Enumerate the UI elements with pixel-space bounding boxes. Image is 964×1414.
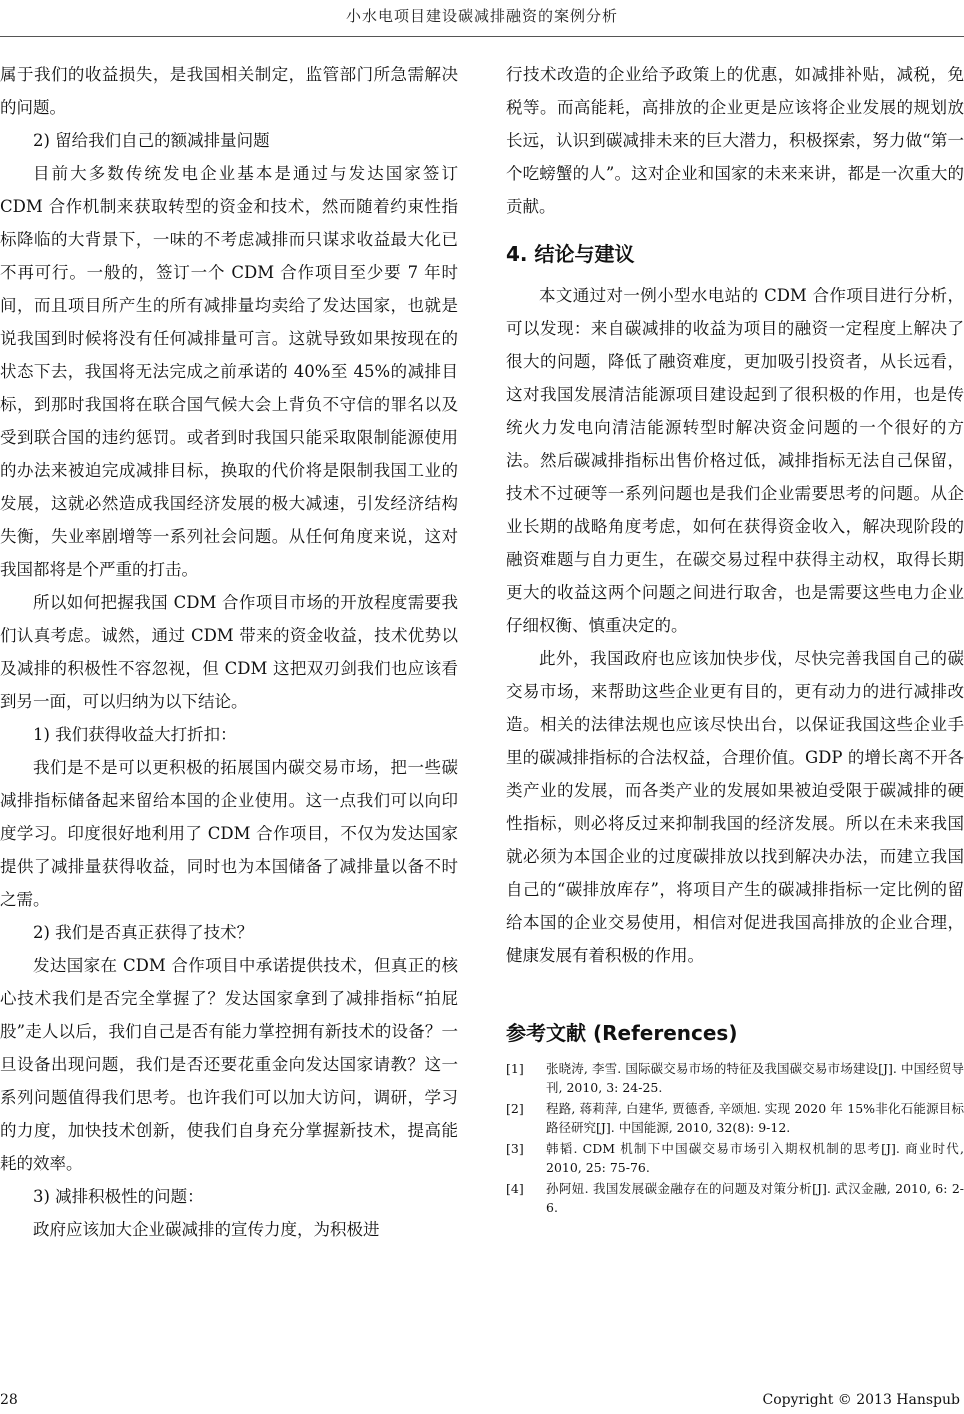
reference-item: [506, 1140, 964, 1177]
reference-list: [506, 1060, 964, 1217]
reference-text: 程路, 蒋莉萍, 白建华, 贾德香, 辛颂旭. 实现 2020 年 15%非化石能源目标路径研究[J]. 中国能源, 2010, 32(8): 9-12.: [546, 1101, 964, 1135]
running-title: 小水电项目建设碳减排融资的案例分析: [345, 7, 618, 25]
subheading-2-technology: 2) 我们是否真正获得了技术？: [33, 923, 254, 942]
paragraph: 我们是不是可以更积极的拓展国内碳交易市场，把一些碳减排指标储备起来留给本国的企业使用。这一点我们可以向印度学习。印度很好地利用了 CDM 合作项目，不仅为发达国家提供了减排量获得收益，同时也为本国储备了减排量以备不时之需。: [0, 758, 458, 909]
reference-item: [506, 1180, 964, 1217]
page-header: [0, 0, 964, 44]
subheading-3-enthusiasm: 3) 减排积极性的问题：: [33, 1187, 204, 1206]
reference-text: 韩韬. CDM 机制下中国碳交易市场引入期权机制的思考[J]. 商业时代, 2010, 25: 75-76.: [546, 1141, 964, 1175]
paragraph: 政府应该加大企业碳减排的宣传力度，为积极进: [33, 1220, 380, 1239]
paragraph-continued: 属于我们的收益损失，是我国相关制定，监管部门所急需解决的问题。: [0, 65, 458, 117]
page-number: 28: [0, 1392, 18, 1408]
reference-number: [2]: [506, 1101, 524, 1116]
subheading-2-retain-reductions: 2) 留给我们自己的额减排量问题: [33, 131, 270, 150]
header-divider: [0, 36, 964, 37]
left-column: [0, 58, 458, 1246]
page-footer: [0, 1392, 964, 1412]
copyright-notice: Copyright © 2013 Hanspub: [762, 1392, 960, 1408]
reference-number: [1]: [506, 1061, 524, 1076]
reference-number: [3]: [506, 1141, 524, 1156]
section-heading-conclusion: 4. 结论与建议: [506, 242, 635, 266]
paragraph-continued: 行技术改造的企业给予政策上的优惠，如减排补贴，减税，免税等。而高能耗，高排放的企业更是应该将企业发展的规划放长远，认识到碳减排未来的巨大潜力，积极探索，努力做“第一个吃螃蟹的人”。这对企业和国家的未来来讲，都是一次重大的贡献。: [506, 65, 964, 216]
paragraph: 此外，我国政府也应该加快步伐，尽快完善我国自己的碳交易市场，来帮助这些企业更有目的，更有动力的进行减排改造。相关的法律法规也应该尽快出台，以保证我国这些企业手里的碳减排指标的合法权益，合理价值。GDP 的增长离不开各类产业的发展，而各类产业的发展如果被迫受限于碳减排的硬性指标，则必将反过来抑制我国的经济发展。所以在未来我国就必须为本国企业的过度碳排放以找到解决办法，而建立我国自己的“碳排放库存”，将项目产生的碳减排指标一定比例的留给本国的企业交易使用，相信对促进我国高排放的企业合理，健康发展有着积极的作用。: [506, 649, 964, 965]
reference-text: 张晓涛, 李雪. 国际碳交易市场的特征及我国碳交易市场建设[J]. 中国经贸导刊, 2010, 3: 24-25.: [546, 1061, 964, 1095]
reference-item: [506, 1060, 964, 1097]
references-heading: 参考文献 (References): [506, 1021, 738, 1045]
reference-text: 孙阿妞. 我国发展碳金融存在的问题及对策分析[J]. 武汉金融, 2010, 6: 2-6.: [546, 1181, 964, 1215]
right-column: [506, 58, 964, 1220]
paragraph: 本文通过对一例小型水电站的 CDM 合作项目进行分析，可以发现：来自碳减排的收益为项目的融资一定程度上解决了很大的问题，降低了融资难度，更加吸引投资者，从长远看，这对我国发展清洁能源项目建设起到了很积极的作用，也是传统火力发电向清洁能源转型时解决资金问题的一个很好的方法。然后碳减排指标出售价格过低，减排指标无法自己保留，技术不过硬等一系列问题也是我们企业需要思考的问题。从企业长期的战略角度考虑，如何在获得资金收入，解决现阶段的融资难题与自力更生，在碳交易过程中获得主动权，取得长期更大的收益这两个问题之间进行取舍，也是需要这些电力企业仔细权衡、慎重决定的。: [506, 286, 964, 635]
paragraph: 目前大多数传统发电企业基本是通过与发达国家签订 CDM 合作机制来获取转型的资金和技术，然而随着约束性指标降临的大背景下，一味的不考虑减排而只谋求收益最大化已不再可行。一般的，签订一个 CDM 合作项目至少要 7 年时间，而且项目所产生的所有减排量均卖给了发达国家，也就是说我国到时候将没有任何减排量可言。这就导致如果按现在的状态下去，我国将无法完成之前承诺的 40%至 45%的减排目标，到那时我国将在联合国气候大会上背负不守信的罪名以及受到联合国的违约惩罚。或者到时我国只能采取限制能源使用的办法来被迫完成减排目标，换取的代价将是限制我国工业的发展，这就必然造成我国经济发展的极大减速，引发经济结构失衡，失业率剧增等一系列社会问题。从任何角度来说，这对我国都将是个严重的打击。: [0, 164, 458, 579]
paragraph: 所以如何把握我国 CDM 合作项目市场的开放程度需要我们认真考虑。诚然，通过 CDM 带来的资金收益，技术优势以及减排的积极性不容忽视，但 CDM 这把双刃剑我们也应该看到另一面，可以归纳为以下结论。: [0, 593, 458, 711]
reference-item: [506, 1100, 964, 1137]
paragraph: 发达国家在 CDM 合作项目中承诺提供技术，但真正的核心技术我们是否完全掌握了？发达国家拿到了减排指标“拍屁股”走人以后，我们自己是否有能力掌控拥有新技术的设备？一旦设备出现问题，我们是否还要花重金向发达国家请教？这一系列问题值得我们思考。也许我们可以加大访问，调研，学习的力度，加快技术创新，使我们自身充分掌握新技术，提高能耗的效率。: [0, 956, 458, 1173]
subheading-1-income-discount: 1) 我们获得收益大打折扣：: [33, 725, 237, 744]
reference-number: [4]: [506, 1181, 524, 1196]
